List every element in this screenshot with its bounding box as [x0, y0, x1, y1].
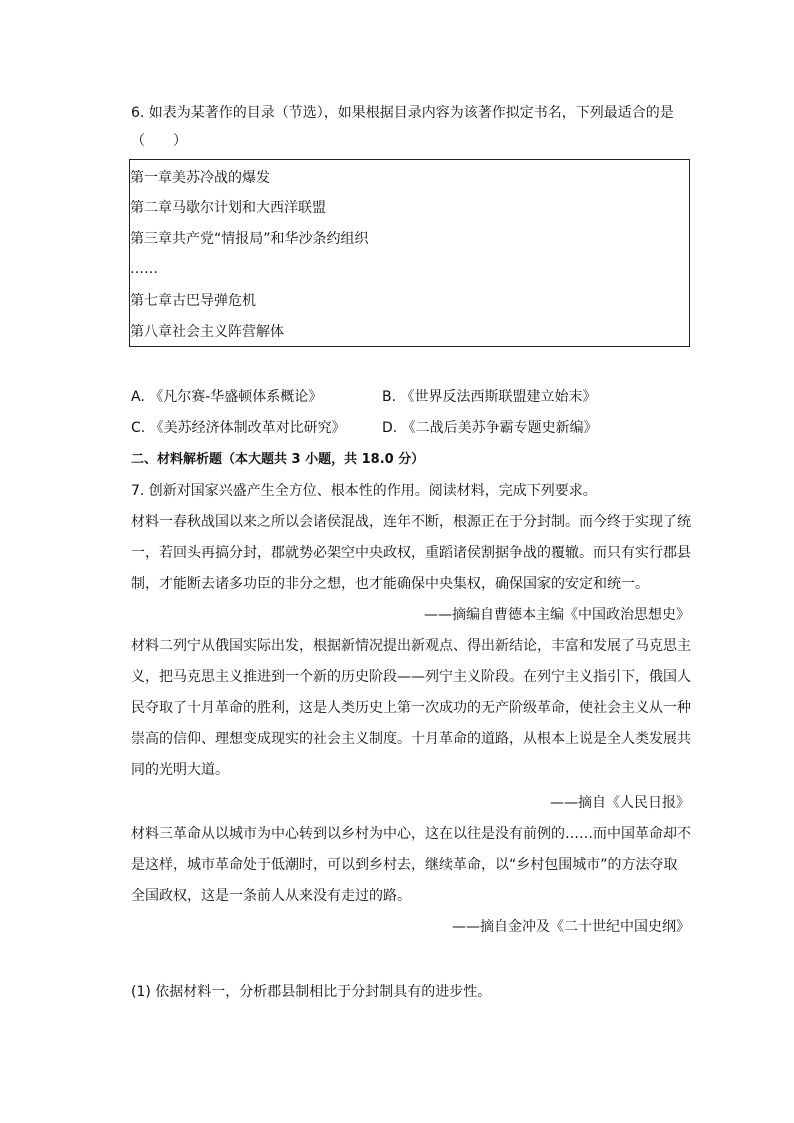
material1-line: 材料一春秋战国以来之所以会诸侯混战，连年不断，根源正在于分封制。而今终于实现了统	[131, 514, 691, 530]
option-c: C. 《美苏经济体制改革对比研究》	[131, 420, 346, 436]
material1-line: 一，若回头再搞分封，郡就势必架空中央政权，重蹈诸侯割据争战的覆辙。而只有实行郡县	[131, 545, 691, 561]
toc-item: 第三章共产党“情报局”和华沙条约组织	[130, 231, 369, 247]
toc-item: 第一章美苏冷战的爆发	[130, 170, 270, 186]
toc-table	[129, 159, 690, 347]
option-d: D. 《二战后美苏争霸专题史新编》	[382, 420, 598, 436]
material3-source: ——摘自金冲及《二十世纪中国史纲》	[452, 919, 690, 935]
material2-line: 民夺取了十月革命的胜利，这是人类历史上第一次成功的无产阶级革命，使社会主义从一种	[131, 700, 691, 716]
material2-line: 义，把马克思主义推进到一个新的历史阶段——列宁主义阶段。在列宁主义指引下，俄国人	[131, 669, 691, 685]
q6-stem-line1: 6. 如表为某著作的目录（节选），如果根据目录内容为该著作拟定书名，下列最适合的是	[131, 105, 674, 121]
toc-item: 第七章古巴导弹危机	[130, 293, 256, 309]
material3-line: 全国政权，这是一条前人从来没有走过的路。	[131, 888, 411, 904]
toc-item: 第二章马歇尔计划和大西洋联盟	[130, 200, 326, 216]
option-a: A. 《凡尔赛-华盛顿体系概论》	[131, 389, 323, 405]
material1-source: ——摘编自曹德本主编《中国政治思想史》	[424, 607, 690, 623]
option-b: B. 《世界反法西斯联盟建立始末》	[382, 389, 597, 405]
material2-line: 崇高的信仰、理想变成现实的社会主义制度。十月革命的道路，从根本上说是全人类发展共	[131, 731, 691, 747]
material3-line: 材料三革命从以城市为中心转到以乡村为中心，这在以往是没有前例的……而中国革命却不	[131, 826, 691, 842]
material1-line: 制，才能断去诸多功臣的非分之想，也才能确保中央集权，确保国家的安定和统一。	[131, 576, 649, 592]
material2-source: ——摘自《人民日报》	[550, 795, 690, 811]
subquestion-1: (1) 依据材料一，分析郡县制相比于分封制具有的进步性。	[131, 984, 492, 1000]
q6-stem-line2: （ ）	[131, 133, 187, 149]
toc-item: 第八章社会主义阵营解体	[130, 324, 284, 340]
material3-line: 是这样，城市革命处于低潮时，可以到乡村去，继续革命，以“乡村包围城市”的方法夺取	[131, 857, 678, 873]
toc-item: ……	[130, 261, 158, 277]
section-heading: 二、材料解析题（本大题共 3 小题，共 18.0 分）	[131, 452, 425, 467]
material2-line: 材料二列宁从俄国实际出发，根据新情况提出新观点、得出新结论，丰富和发展了马克思主	[131, 638, 691, 654]
material2-line: 同的光明大道。	[131, 762, 229, 778]
q7-stem: 7. 创新对国家兴盛产生全方位、根本性的作用。阅读材料，完成下列要求。	[131, 483, 597, 499]
